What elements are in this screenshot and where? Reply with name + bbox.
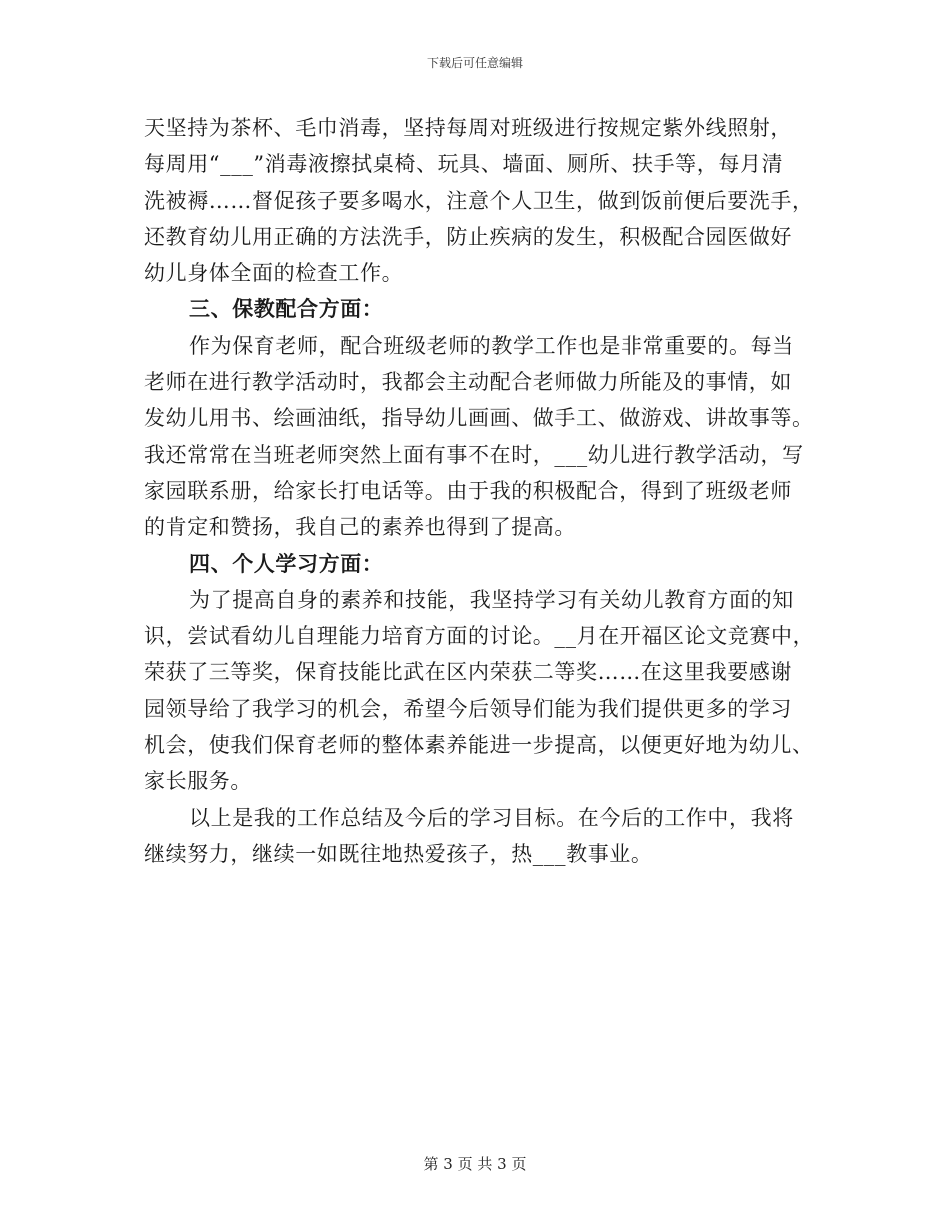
- paragraph-line: 我还常常在当班老师突然上面有事不在时，___幼儿进行教学活动，写: [144, 442, 804, 467]
- paragraph-line: 的肯定和赞扬，我自己的素养也得到了提高。: [144, 515, 576, 540]
- download-note: 下载后可任意编辑: [426, 56, 523, 70]
- paragraph-line: 发幼儿用书、绘画油纸，指导幼儿画画、做手工、做游戏、讲故事等。: [144, 406, 814, 431]
- paragraph-line: 为了提高自身的素养和技能，我坚持学习有关幼儿教育方面的知: [189, 587, 794, 612]
- paragraph-line: 还教育幼儿用正确的方法洗手，防止疾病的发生，积极配合园医做好: [144, 224, 792, 249]
- section-heading: 四、个人学习方面：: [189, 550, 384, 576]
- paragraph-line: 园领导给了我学习的机会，希望今后领导们能为我们提供更多的学习: [144, 696, 792, 721]
- paragraph-line: 家长服务。: [144, 769, 252, 794]
- section-heading: 三、保教配合方面：: [189, 296, 384, 322]
- paragraph-line: 继续努力，继续一如既往地热爱孩子，热___教事业。: [144, 841, 653, 866]
- paragraph-line: 天坚持为茶杯、毛巾消毒，坚持每周对班级进行按规定紫外线照射，: [144, 116, 792, 140]
- paragraph-line: 荣获了三等奖，保育技能比武在区内荣获二等奖……在这里我要感谢: [144, 660, 792, 685]
- document-body: [144, 110, 815, 872]
- paragraph-line: 以上是我的工作总结及今后的学习目标。在今后的工作中，我将: [189, 805, 794, 830]
- page-number: 第 3 页 共 3 页: [423, 1155, 527, 1173]
- paragraph-line: 识，尝试看幼儿自理能力培育方面的讨论。__月在开福区论文竞赛中，: [144, 624, 815, 649]
- paragraph-line: 幼儿身体全面的检查工作。: [144, 261, 404, 286]
- paragraph-line: 机会，使我们保育老师的整体素养能进一步提高，以便更好地为幼儿、: [144, 733, 814, 758]
- paragraph-line: 家园联系册，给家长打电话等。由于我的积极配合，得到了班级老师: [144, 478, 792, 503]
- paragraph-line: 作为保育老师，配合班级老师的教学工作也是非常重要的。每当: [189, 333, 794, 358]
- paragraph-line: 洗被褥……督促孩子要多喝水，注意个人卫生，做到饭前便后要洗手，: [144, 188, 814, 213]
- paragraph-line: 每周用“___”消毒液擦拭桌椅、玩具、墙面、厕所、扶手等，每月清: [144, 152, 784, 177]
- paragraph-line: 老师在进行教学活动时，我都会主动配合老师做力所能及的事情，如: [144, 370, 792, 395]
